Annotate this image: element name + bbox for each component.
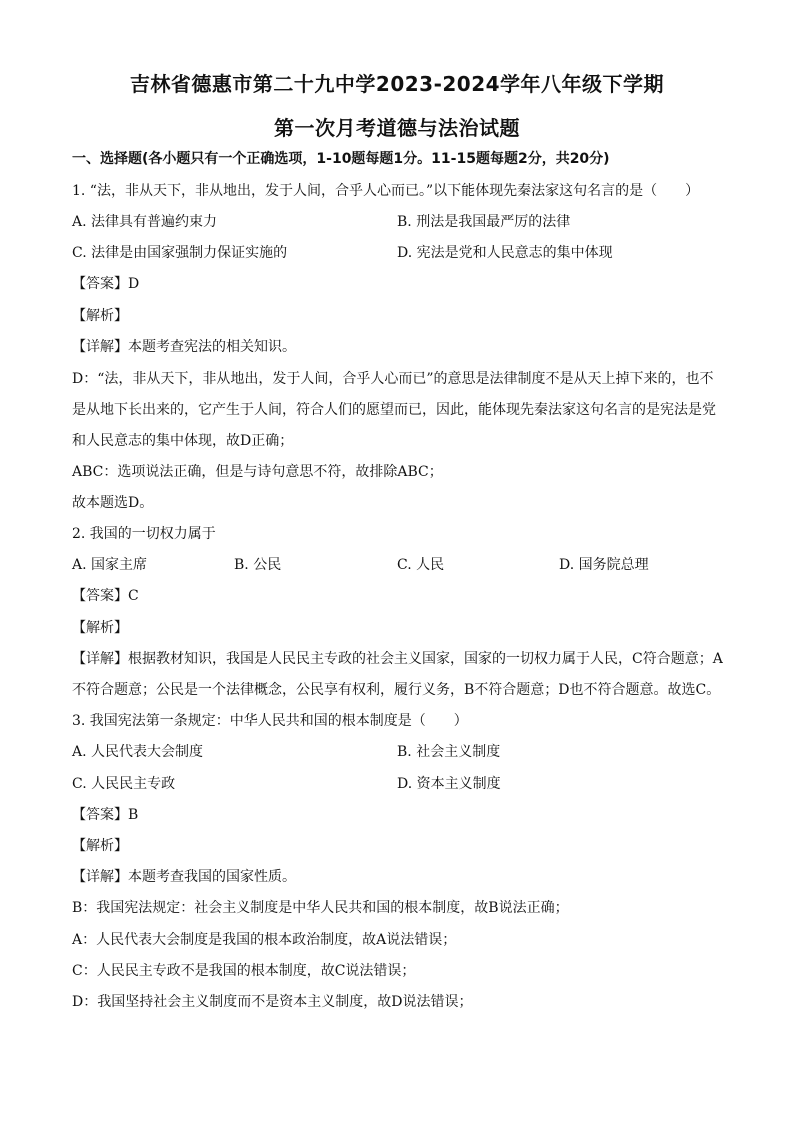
q3-option-c: C. 人民民主专政 bbox=[72, 776, 176, 792]
q2-option-b: B. 公民 bbox=[234, 557, 282, 573]
q2-explanation-2: 不符合题意；公民是一个法律概念，公民享有权利，履行义务，B不符合题意；D也不符合题意。故选C。 bbox=[72, 682, 721, 698]
q3-explanation-2: A：人民代表大会制度是我国的根本政治制度，故A说法错误； bbox=[72, 932, 457, 948]
q2-option-a: A. 国家主席 bbox=[72, 557, 148, 573]
q1-stem: 1. “法，非从天下，非从地出，发于人间，合乎人心而已。”以下能体现先秦法家这句名言的是（ ） bbox=[72, 183, 700, 199]
q1-explanation-5: 故本题选D。 bbox=[72, 495, 154, 511]
q3-analysis-label: 【解析】 bbox=[72, 838, 128, 854]
q2-analysis-label: 【解析】 bbox=[72, 620, 128, 636]
q3-answer: 【答案】B bbox=[72, 807, 139, 823]
q3-explanation-3: C：人民民主专政不是我国的根本制度，故C说法错误； bbox=[72, 963, 416, 979]
exam-title-line-1: 吉林省德惠市第二十九中学2023-2024学年八年级下学期 bbox=[129, 72, 665, 96]
q1-option-c: C. 法律是由国家强制力保证实施的 bbox=[72, 245, 288, 261]
q1-detail: 【详解】本题考查宪法的相关知识。 bbox=[72, 339, 296, 355]
q2-option-c: C. 人民 bbox=[397, 557, 445, 573]
section-heading: 一、选择题(各小题只有一个正确选项，1-10题每题1分。11-15题每题2分，共20分) bbox=[72, 151, 610, 167]
q1-explanation-4: ABC：选项说法正确，但是与诗句意思不符，故排除ABC； bbox=[72, 464, 443, 480]
q3-option-a: A. 人民代表大会制度 bbox=[72, 744, 204, 760]
q1-answer: 【答案】D bbox=[72, 276, 140, 292]
q3-detail: 【详解】本题考查我国的国家性质。 bbox=[72, 869, 296, 885]
q3-explanation-4: D：我国坚持社会主义制度而不是资本主义制度，故D说法错误； bbox=[72, 994, 473, 1010]
q1-option-b: B. 刑法是我国最严厉的法律 bbox=[397, 214, 571, 230]
q1-explanation-1: D：“法，非从天下，非从地出，发于人间，合乎人心而已”的意思是法律制度不是从天上掉下来的，也不 bbox=[72, 371, 714, 387]
exam-title-line-2: 第一次月考道德与法治试题 bbox=[274, 116, 520, 140]
q3-explanation-1: B：我国宪法规定：社会主义制度是中华人民共和国的根本制度，故B说法正确； bbox=[72, 900, 569, 916]
q3-option-d: D. 资本主义制度 bbox=[397, 776, 501, 792]
q1-explanation-3: 和人民意志的集中体现，故D正确； bbox=[72, 433, 294, 449]
q3-stem: 3. 我国宪法第一条规定：中华人民共和国的根本制度是（ ） bbox=[72, 713, 468, 729]
q1-explanation-2: 是从地下长出来的，它产生于人间，符合人们的愿望而已，因此，能体现先秦法家这句名言的是宪法是党 bbox=[72, 402, 716, 418]
q1-analysis-label: 【解析】 bbox=[72, 308, 128, 324]
q3-option-b: B. 社会主义制度 bbox=[397, 744, 501, 760]
q1-option-a: A. 法律具有普遍约束力 bbox=[72, 214, 218, 230]
q2-explanation-1: 【详解】根据教材知识，我国是人民民主专政的社会主义国家，国家的一切权力属于人民，C符合题意；A bbox=[72, 651, 723, 667]
q2-answer: 【答案】C bbox=[72, 588, 139, 604]
q2-stem: 2. 我国的一切权力属于 bbox=[72, 526, 216, 542]
q1-option-d: D. 宪法是党和人民意志的集中体现 bbox=[397, 245, 613, 261]
q2-option-d: D. 国务院总理 bbox=[559, 557, 649, 573]
